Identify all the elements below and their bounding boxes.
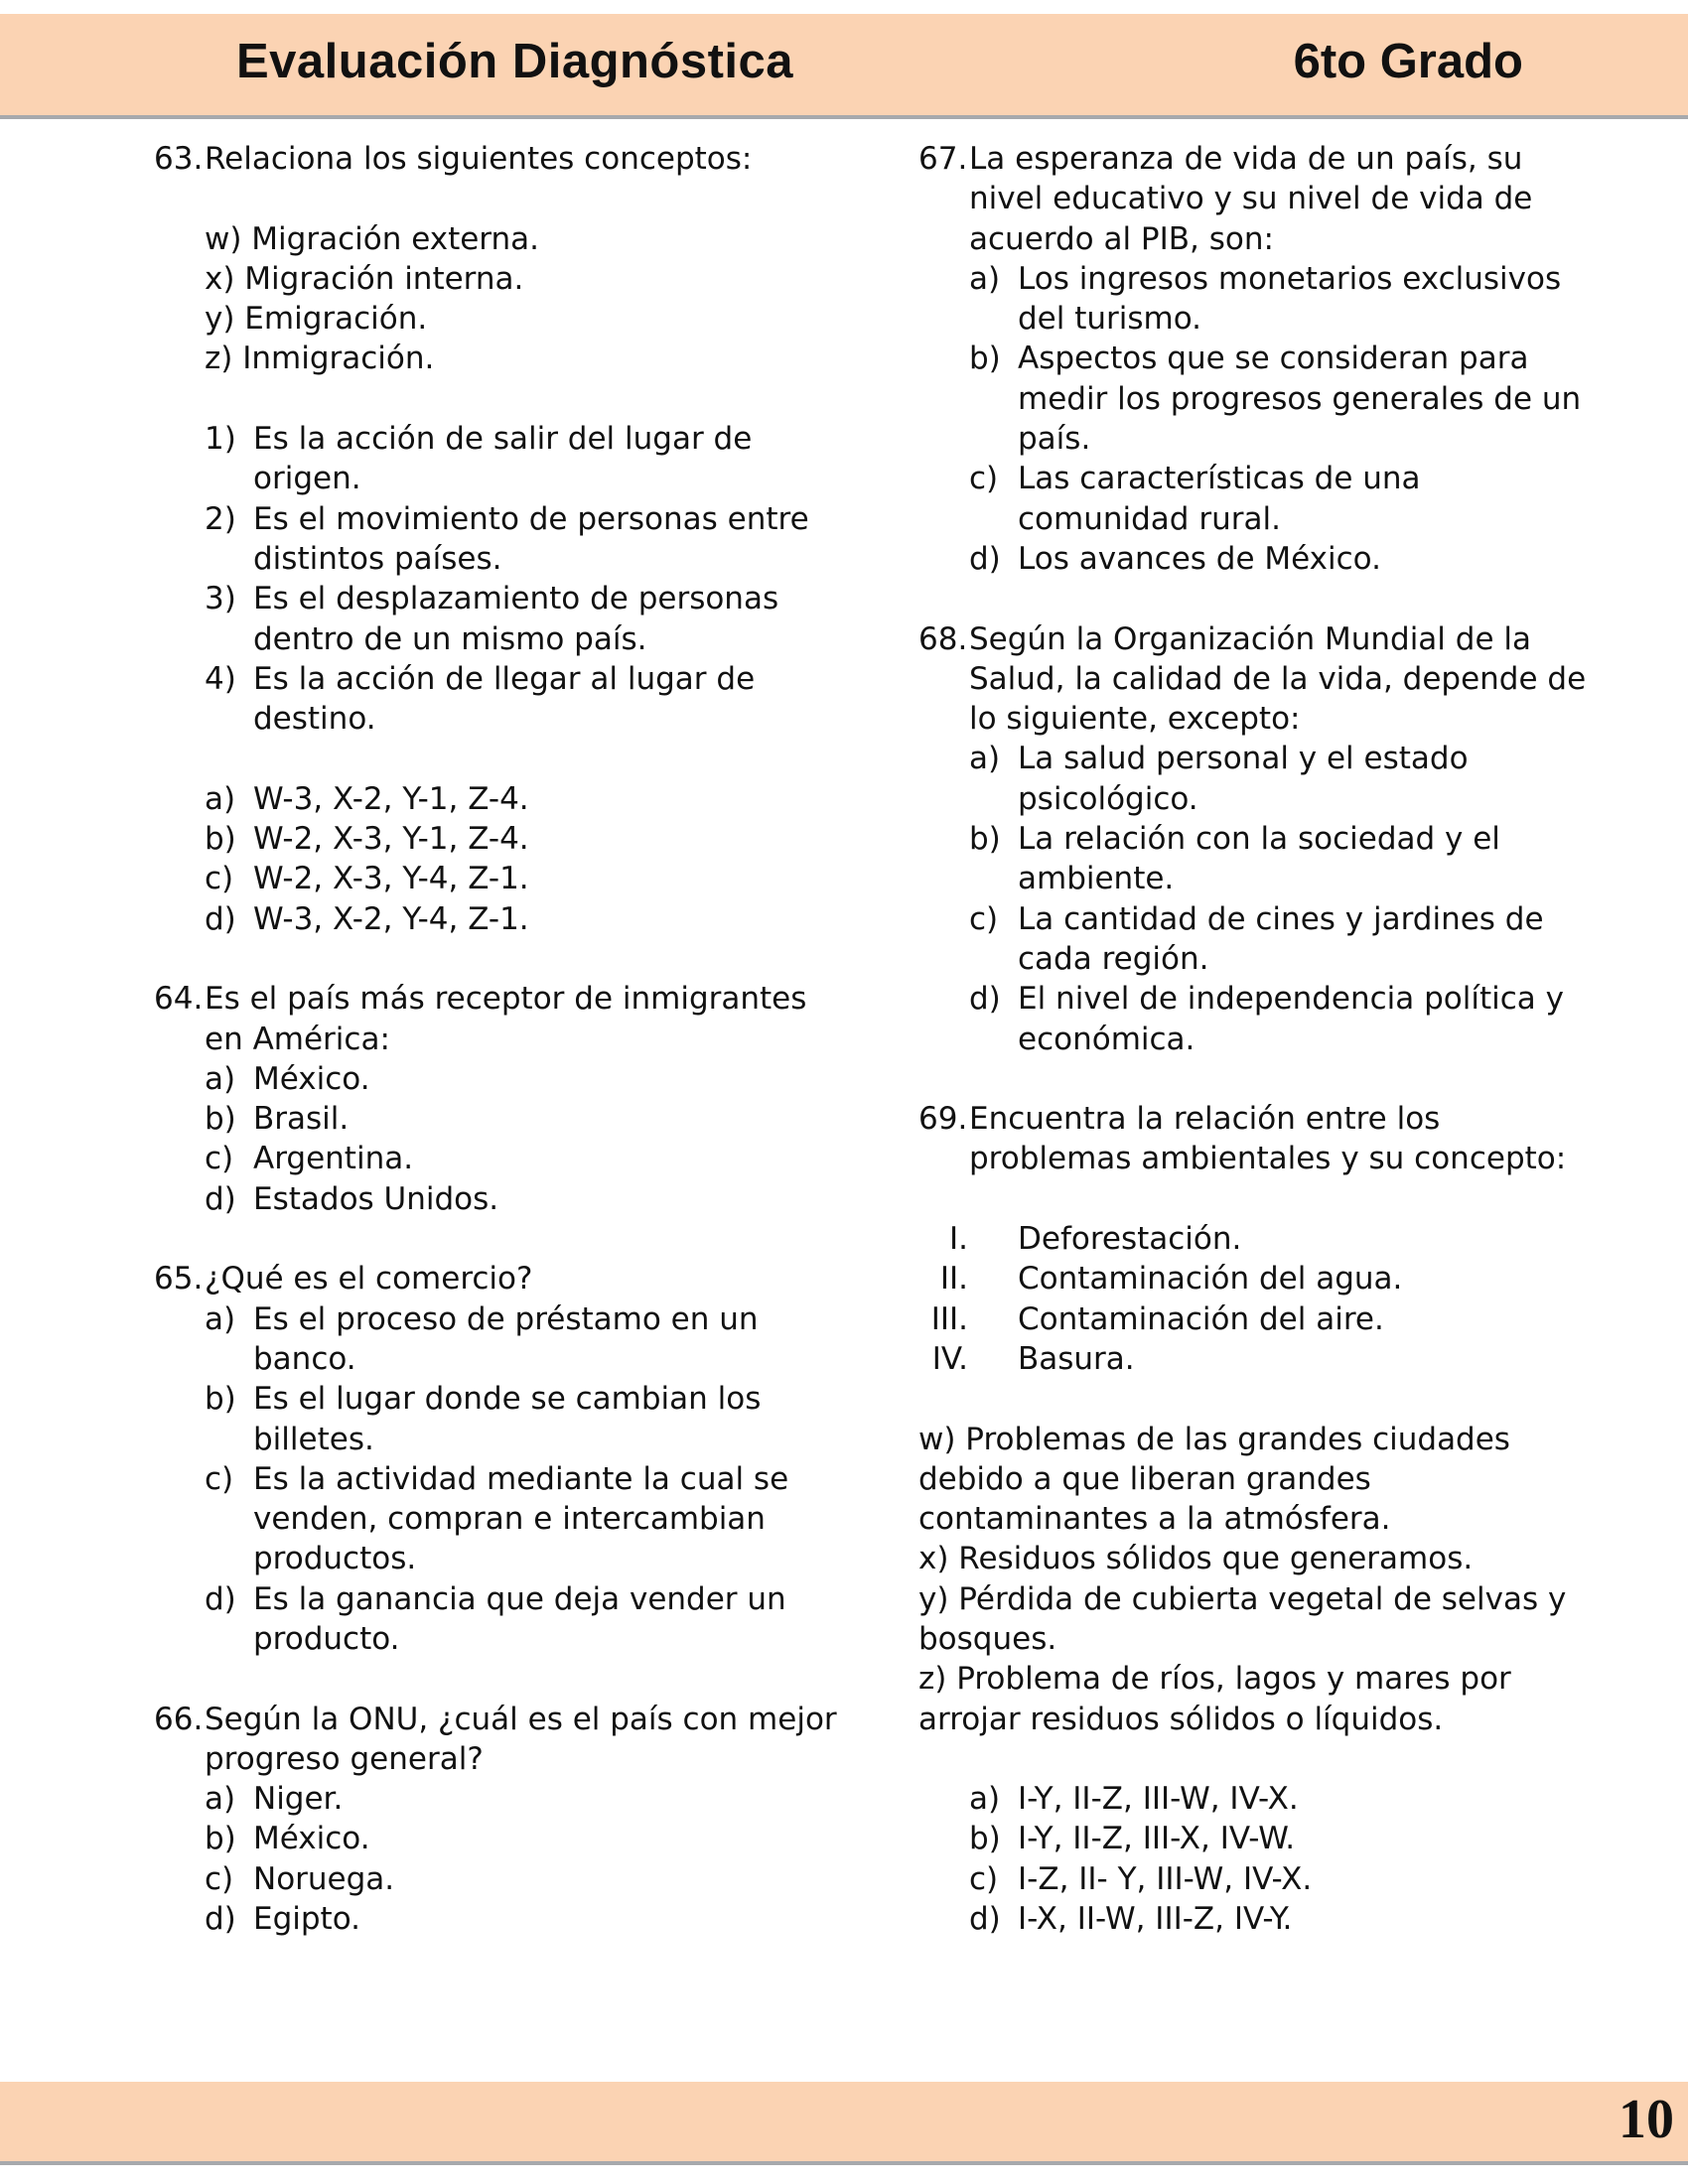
concept-item: y) Pérdida de cubierta vegetal de selvas y bosques. bbox=[918, 1580, 1567, 1657]
question-64 bbox=[154, 979, 839, 1219]
answer-option: b) I-Y, II-Z, III-X, IV-W. bbox=[969, 1821, 1296, 1857]
concept-item: y) Emigración. bbox=[205, 301, 428, 338]
question-68 bbox=[918, 619, 1594, 1059]
concept-item: w) Problemas de las grandes ciudades debido a que liberan grandes contaminantes a la atmósfera. bbox=[918, 1421, 1510, 1538]
answer-option: d) Estados Unidos. bbox=[205, 1180, 499, 1217]
concept-item: w) Migración externa. bbox=[205, 220, 540, 257]
left-column bbox=[154, 139, 839, 1939]
problem-item: III. Contaminación del aire. bbox=[930, 1300, 1384, 1337]
document-title: Evaluación Diagnóstica bbox=[236, 35, 794, 88]
answer-option: c) Es la actividad mediante la cual se venden, compran e intercambian productos. bbox=[205, 1460, 789, 1577]
question-67 bbox=[918, 139, 1594, 579]
answer-option: a) La salud personal y el estado psicológico. bbox=[969, 741, 1469, 817]
answer-option: b) Es el lugar donde se cambian los billetes. bbox=[205, 1381, 762, 1457]
question-69-options bbox=[918, 1779, 1594, 1939]
answer-option: d) W-3, X-2, Y-4, Z-1. bbox=[205, 900, 529, 937]
answer-option: b) La relación con la sociedad y el ambiente. bbox=[969, 821, 1500, 897]
definition-item: 4) Es la acción de llegar al lugar de destino. bbox=[205, 660, 756, 738]
question-number: 63. bbox=[154, 141, 204, 177]
question-text: La esperanza de vida de un país, su nivel educativo y su nivel de vida de acuerdo al PIB, son: bbox=[969, 141, 1533, 257]
question-66 bbox=[154, 1700, 839, 1940]
answer-option: c) Noruega. bbox=[205, 1860, 395, 1897]
answer-option: a) Los ingresos monetarios exclusivos del turismo. bbox=[969, 260, 1562, 338]
concept-item: z) Inmigración. bbox=[205, 341, 435, 377]
right-column bbox=[918, 139, 1594, 1939]
definition-item: 3) Es el desplazamiento de personas dentro de un mismo país. bbox=[205, 581, 779, 657]
grade-label: 6to Grado bbox=[1293, 35, 1523, 88]
answer-option: d) Los avances de México. bbox=[969, 540, 1381, 577]
problem-item: II. Contaminación del agua. bbox=[939, 1261, 1403, 1297]
question-number: 69. bbox=[918, 1101, 968, 1138]
question-text: Relaciona los siguientes conceptos: bbox=[205, 141, 753, 177]
question-number: 68. bbox=[918, 620, 968, 657]
answer-option: d) El nivel de independencia política y económica. bbox=[969, 981, 1564, 1057]
answer-option: b) México. bbox=[205, 1821, 370, 1857]
answer-option: c) La cantidad de cines y jardines de cada región. bbox=[969, 900, 1544, 977]
page-header bbox=[0, 14, 1688, 119]
page-number: 10 bbox=[1618, 2089, 1674, 2150]
answer-option: c) Las características de una comunidad rural. bbox=[969, 461, 1421, 537]
definition-item: 1) Es la acción de salir del lugar de origen. bbox=[205, 421, 753, 497]
answer-option: a) Es el proceso de préstamo en un banco. bbox=[205, 1300, 759, 1377]
problem-item: IV. Basura. bbox=[931, 1340, 1135, 1377]
answer-option: a) I-Y, II-Z, III-W, IV-X. bbox=[969, 1781, 1299, 1818]
definition-item: 2) Es el movimiento de personas entre distintos países. bbox=[205, 500, 809, 577]
answer-option: d) I-X, II-W, III-Z, IV-Y. bbox=[969, 1901, 1293, 1938]
question-text: Según la Organización Mundial de la Salud, la calidad de la vida, depende de lo siguiente, excepto: bbox=[969, 620, 1587, 738]
page-footer bbox=[0, 2082, 1688, 2165]
question-text: Es el país más receptor de inmigrantes en América: bbox=[205, 981, 807, 1057]
answer-option: a) Niger. bbox=[205, 1781, 344, 1818]
question-65 bbox=[154, 1259, 839, 1659]
question-number: 66. bbox=[154, 1701, 204, 1737]
question-number: 65. bbox=[154, 1261, 204, 1297]
concept-item: x) Migración interna. bbox=[205, 260, 524, 297]
question-text: ¿Qué es el comercio? bbox=[205, 1261, 533, 1297]
answer-option: c) W-2, X-3, Y-4, Z-1. bbox=[205, 861, 529, 897]
answer-option: d) Es la ganancia que deja vender un producto. bbox=[205, 1580, 786, 1657]
question-number: 67. bbox=[918, 141, 968, 177]
question-text: Encuentra la relación entre los problemas ambientales y su concepto: bbox=[969, 1101, 1567, 1177]
question-69 bbox=[918, 1099, 1594, 1179]
answer-option: a) México. bbox=[205, 1060, 370, 1097]
answer-option: c) I-Z, II- Y, III-W, IV-X. bbox=[969, 1860, 1313, 1897]
question-63 bbox=[154, 139, 839, 939]
question-text: Según la ONU, ¿cuál es el país con mejor progreso general? bbox=[205, 1701, 837, 1777]
concept-item: x) Residuos sólidos que generamos. bbox=[918, 1541, 1474, 1577]
answer-option: c) Argentina. bbox=[205, 1141, 414, 1177]
answer-option: b) Aspectos que se consideran para medir los progresos generales de un país. bbox=[969, 341, 1582, 458]
answer-option: b) W-2, X-3, Y-1, Z-4. bbox=[205, 821, 529, 858]
concept-item: z) Problema de ríos, lagos y mares por arrojar residuos sólidos o líquidos. bbox=[918, 1661, 1511, 1737]
problem-item: I. Deforestación. bbox=[949, 1221, 1242, 1258]
answer-option: b) Brasil. bbox=[205, 1101, 350, 1138]
answer-option: d) Egipto. bbox=[205, 1901, 360, 1938]
question-number: 64. bbox=[154, 981, 204, 1018]
answer-option: a) W-3, X-2, Y-1, Z-4. bbox=[205, 780, 529, 817]
